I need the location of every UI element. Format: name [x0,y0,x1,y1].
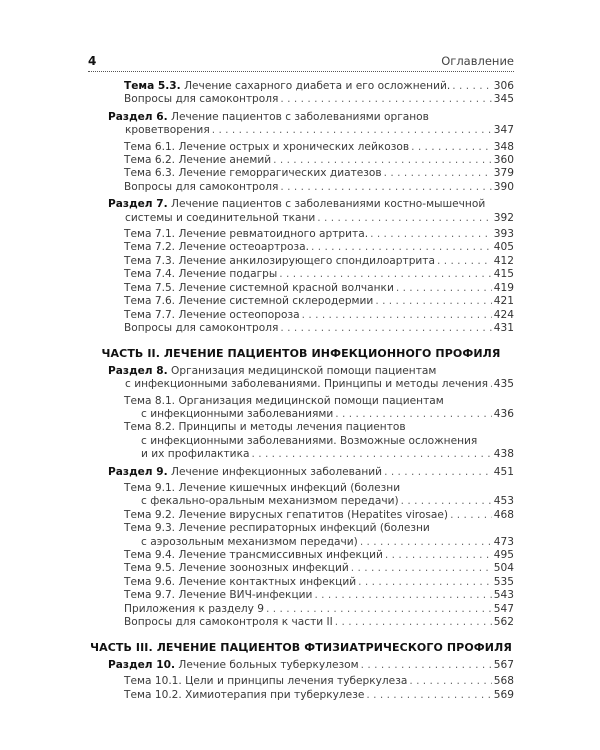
toc-entry-title: Лечение контактных инфекций [178,575,357,588]
toc-entry-line [124,93,514,106]
toc-entry-title: Лечение пациентов с заболеваниями органов [171,110,429,123]
toc-entry-label: Тема 6.2. [124,154,176,167]
toc-entry-label: Тема 10.2. [124,688,182,701]
toc-entry-title: Лечение подагры [178,268,278,281]
toc-page-number: 562 [493,616,514,629]
dot-leader [314,589,491,602]
dot-leader [375,295,491,308]
toc-entry-title: Цели и принципы лечения туберкулеза [185,675,408,688]
toc-page-number: 424 [493,308,514,321]
toc-entry-line [124,549,514,562]
toc-page-number: 415 [493,268,514,281]
toc-entry-line [124,395,514,408]
toc-entry-label: Тема 9.3. [124,522,176,535]
toc-entry-title: Лечение респираторных инфекций (болезни [178,522,430,535]
toc-entry-line [124,154,514,167]
toc-page-number: 567 [493,658,514,671]
toc-entry-label: Тема 9.1. [124,481,176,494]
dot-leader [335,616,492,629]
toc-entry-title: Организация медицинской помощи пациентам [178,394,444,407]
toc-topic-entry[interactable] [88,562,514,575]
toc-section-entry[interactable] [88,111,514,138]
toc-section-entry[interactable] [88,659,514,672]
toc-topic-entry[interactable] [88,482,514,509]
table-of-contents [88,80,514,702]
toc-entry-line [124,482,514,495]
toc-topic-entry[interactable] [88,549,514,562]
toc-page-number: 345 [493,93,514,106]
toc-entry-line [124,241,514,254]
toc-entry-line [124,80,514,93]
dot-leader [490,378,492,391]
toc-entry-label: Раздел 9. [108,465,168,478]
toc-entry-title: Лечение сахарного диабета и его осложнений. [184,80,451,92]
toc-block-part1-continued [88,80,514,335]
dot-leader [212,124,492,137]
toc-entry-label: Раздел 10. [108,658,176,671]
toc-entry-line [124,421,514,434]
toc-entry-line [124,616,514,629]
dot-leader [251,448,491,461]
toc-entry-label: Тема 8.1. [124,394,176,407]
toc-entry-label: Тема 7.5. [124,281,176,294]
part-heading-2: ЧАСТЬ II. ЛЕЧЕНИЕ ПАЦИЕНТОВ ИНФЕКЦИОННОГО ПРОФИЛЯ [101,347,501,361]
toc-entry-line [124,167,514,180]
toc-page-number: 473 [493,535,514,548]
dot-leader [385,549,492,562]
toc-entry-label: Тема 7.4. [124,268,176,281]
toc-entry-line [124,435,514,448]
toc-entry-line [108,124,514,137]
toc-topic-entry[interactable] [88,268,514,281]
toc-page-number: 419 [493,281,514,294]
toc-topic-entry[interactable] [88,181,514,194]
toc-topic-entry[interactable] [88,228,514,241]
toc-topic-entry[interactable] [88,167,514,180]
toc-page-number: 547 [493,602,514,615]
dot-leader [370,228,492,241]
toc-page-number: 405 [493,241,514,254]
toc-entry-line [108,198,514,211]
toc-page-number: 435 [493,378,514,391]
toc-entry-line [124,689,514,702]
toc-entry-label: Тема 9.7. [124,589,176,602]
toc-entry-line [124,675,514,688]
toc-entry-title: Лечение трансмиссивных инфекций [178,549,383,561]
dot-leader [411,141,492,154]
toc-entry-label: Раздел 7. [108,198,168,211]
toc-entry-line [124,282,514,295]
toc-entry-title: Вопросы для самоконтроля [124,321,279,334]
toc-entry-title: Лечение ВИЧ-инфекции [178,589,313,602]
toc-entry-title: Вопросы для самоконтроля [124,93,279,106]
toc-entry-label: Тема 7.6. [124,295,176,308]
toc-entry-title: Лечение больных туберкулезом [178,658,359,671]
toc-entry-title: с аэрозольным механизмом передачи) [141,535,358,548]
toc-entry-title: Лечение инфекционных заболеваний [171,465,383,478]
toc-page-number: 348 [493,140,514,153]
toc-entry-label: Тема 9.5. [124,562,176,575]
toc-topic-entry[interactable] [88,295,514,308]
toc-entry-line [124,255,514,268]
toc-entry-line [108,365,514,378]
toc-entry-title: Лечение ревматоидного артрита. [178,228,369,241]
toc-entry-line [124,536,514,549]
dot-leader [335,408,492,421]
toc-entry-line [108,466,514,479]
toc-entry-title: Химиотерапия при туберкулезе [185,688,365,701]
toc-entry-line [124,576,514,589]
toc-entry-line [108,378,514,391]
toc-page-number: 390 [493,180,514,193]
toc-topic-entry[interactable] [88,309,514,322]
toc-entry-label: Тема 7.7. [124,308,176,321]
toc-entry-label: Тема 7.2. [124,241,176,254]
toc-entry-line [108,212,514,225]
toc-page-number: 535 [493,575,514,588]
running-head [88,48,514,72]
dot-leader [351,562,492,575]
dot-leader [302,309,492,322]
toc-entry-title: с инфекционными заболеваниями. Возможные осложнения [141,434,478,447]
toc-topic-entry[interactable] [88,282,514,295]
toc-topic-entry[interactable] [88,616,514,629]
toc-entry-label: Тема 6.3. [124,167,176,180]
toc-entry-title: Вопросы для самоконтроля к части II [124,616,333,629]
dot-leader [280,93,491,106]
toc-entry-label: Тема 5.3. [124,80,181,92]
dot-leader [361,659,492,672]
toc-topic-entry[interactable] [88,522,514,549]
dot-leader [280,181,491,194]
toc-page-number: 360 [493,154,514,167]
toc-page-number: 453 [493,495,514,508]
toc-page-number: 495 [493,549,514,561]
toc-entry-title: Вопросы для самоконтроля [124,180,279,193]
toc-entry-title: Лечение системной красной волчанки [178,281,394,294]
toc-page-number: 306 [493,80,514,92]
toc-entry-label: Тема 10.1. [124,675,182,688]
toc-entry-title: с фекально-оральным механизмом передачи) [141,495,399,508]
toc-entry-title: Лечение острых и хронических лейкозов [178,140,410,153]
toc-topic-entry[interactable] [88,675,514,688]
toc-entry-label: Тема 7.1. [124,228,176,241]
dot-leader [409,675,491,688]
dot-leader [360,536,492,549]
toc-page-number: 393 [493,228,514,241]
toc-entry-title: с инфекционными заболеваниями. Принципы и методы лечения [125,378,488,391]
toc-page-number: 436 [493,407,514,420]
toc-entry-title: Организация медицинской помощи пациентам [171,364,437,377]
toc-entry-title: Лечение вирусных гепатитов (Hepatites virosae) [178,508,449,521]
toc-entry-line [124,141,514,154]
book-page [88,48,514,702]
dot-leader [358,576,492,589]
dot-leader [366,689,491,702]
toc-page-number: 543 [493,589,514,602]
toc-entry-label: Тема 9.4. [124,549,176,561]
toc-entry-label: Тема 7.3. [124,254,176,267]
toc-entry-label: Тема 6.1. [124,140,176,153]
toc-entry-line [124,408,514,421]
toc-entry-line [108,111,514,124]
dot-leader [384,466,492,479]
toc-entry-label: Тема 9.2. [124,508,176,521]
toc-entry-title: и их профилактика [141,448,250,461]
toc-topic-entry[interactable] [88,576,514,589]
dot-leader [384,167,492,180]
toc-entry-title: Приложения к разделу 9 [124,602,265,615]
toc-entry-label: Тема 8.2. [124,421,176,434]
toc-entry-line [108,659,514,672]
toc-page-number: 451 [493,465,514,478]
toc-page-number: 438 [493,448,514,461]
toc-block-part3 [88,659,514,702]
toc-entry-title: кроветворения [125,124,210,137]
part-heading-3: ЧАСТЬ III. ЛЕЧЕНИЕ ПАЦИЕНТОВ ФТИЗИАТРИЧЕСКОГО ПРОФИЛЯ [90,641,512,655]
toc-entry-title: Принципы и методы лечения пациентов [178,421,406,434]
toc-topic-entry[interactable] [88,241,514,254]
toc-entry-title: Лечение зоонозных инфекций [178,562,349,575]
dot-leader [450,509,492,522]
toc-page-number: 568 [493,675,514,688]
toc-entry-title: Лечение пациентов с заболеваниями костно-мышечной [171,198,486,211]
toc-entry-line [124,509,514,522]
toc-entry-line [124,448,514,461]
page-number: 4 [88,54,97,68]
toc-page-number: 379 [493,167,514,180]
dot-leader [396,282,492,295]
toc-entry-title: Лечение анкилозирующего спондилоартрита [178,254,435,267]
toc-topic-entry[interactable] [88,509,514,522]
toc-entry-title: системы и соединительной ткани [125,211,316,224]
toc-entry-line [124,268,514,281]
toc-page-number: 421 [493,295,514,308]
running-title: Оглавление [441,54,514,68]
dot-leader [273,154,492,167]
toc-entry-title: Лечение геморрагических диатезов [178,167,382,180]
toc-entry-title: Лечение остеопороза [178,308,300,321]
toc-topic-entry[interactable] [88,589,514,602]
toc-entry-label: Раздел 6. [108,110,168,123]
toc-entry-line [124,589,514,602]
toc-entry-line [124,228,514,241]
dot-leader [317,212,491,225]
dot-leader [452,80,492,93]
dot-leader [437,255,492,268]
toc-entry-line [124,322,514,335]
dot-leader [311,241,492,254]
toc-entry-title: Лечение системной склеродермии [178,295,374,308]
toc-section-entry[interactable] [88,365,514,392]
toc-topic-entry[interactable] [88,395,514,422]
toc-section-entry[interactable] [88,198,514,225]
toc-entry-label: Раздел 8. [108,364,168,377]
toc-topic-entry[interactable] [88,689,514,702]
toc-block-part2 [88,365,514,630]
dot-leader [401,495,492,508]
toc-entry-line [124,295,514,308]
dot-leader [280,322,491,335]
toc-entry-line [124,603,514,616]
dot-leader [266,603,492,616]
dot-leader [279,268,491,281]
toc-entry-line [124,562,514,575]
toc-page-number: 504 [493,562,514,575]
toc-topic-entry[interactable] [88,141,514,154]
toc-page-number: 431 [493,321,514,334]
toc-entry-line [124,522,514,535]
toc-entry-title: Лечение кишечных инфекций (болезни [178,481,401,494]
toc-page-number: 412 [493,254,514,267]
toc-entry-label: Тема 9.6. [124,575,176,588]
toc-entry-title: с инфекционными заболеваниями [141,407,334,420]
toc-entry-line [124,309,514,322]
toc-page-number: 569 [493,688,514,701]
toc-page-number: 468 [493,508,514,521]
toc-topic-entry[interactable] [88,421,514,461]
toc-topic-entry[interactable] [88,255,514,268]
toc-page-number: 347 [493,124,514,137]
toc-topic-entry[interactable] [88,93,514,106]
toc-topic-entry[interactable] [88,603,514,616]
toc-section-entry[interactable] [88,466,514,479]
toc-entry-title: Лечение анемий [178,154,272,167]
toc-topic-entry[interactable] [88,154,514,167]
toc-entry-title: Лечение остеоартроза. [178,241,309,254]
toc-topic-entry[interactable] [88,80,514,93]
toc-topic-entry[interactable] [88,322,514,335]
toc-entry-line [124,495,514,508]
toc-entry-line [124,181,514,194]
toc-page-number: 392 [493,211,514,224]
